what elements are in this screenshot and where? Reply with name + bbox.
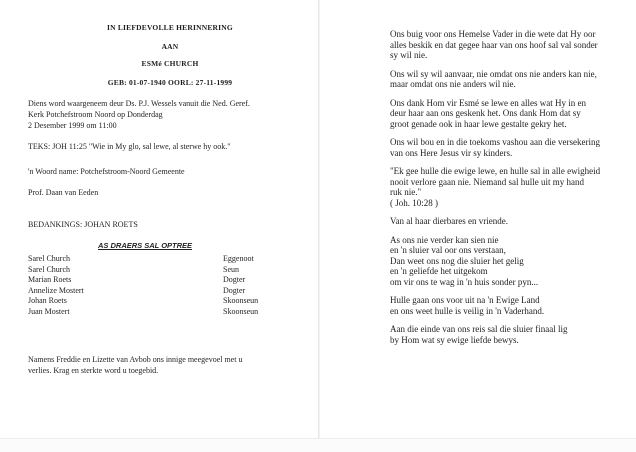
text-line: Van al haar dierbares en vriende. — [390, 216, 508, 226]
paper-bottom-edge — [0, 438, 636, 452]
text-line: ( Joh. 10:28 ) — [390, 197, 438, 208]
text-line: Hulle gaan ons voor uit na 'n Ewige Land — [390, 295, 540, 305]
text-line: om vir ons te wag in 'n huis sonder pyn... — [390, 276, 539, 287]
paragraph-submission — [390, 29, 626, 61]
text-line: deur haar aan ons geskenk het. Ons dank Hom dat sy — [390, 108, 581, 118]
sermon-congregation: 'n Woord name: Potchefstroom-Noord Gemeente — [28, 167, 185, 176]
pallbearer-name: Sarel Church — [28, 264, 70, 274]
pallbearer-name: Marian Roets — [28, 275, 72, 284]
text-line: Ons wil sy wil aanvaar, nie omdat ons nie anders kan nie, — [390, 68, 597, 79]
pallbearer-relation: Dogter — [223, 275, 246, 284]
text-line: Aan die einde van ons reis sal die sluier finaal lig — [390, 324, 568, 334]
text-line: Ons buig voor ons Hemelse Vader in die wete dat Hy oor — [390, 29, 596, 39]
condolence-message — [28, 354, 308, 376]
text-line: groot genade ook in haar lewe gestalte gekry het. — [390, 118, 567, 129]
poem-veil — [390, 235, 626, 288]
text-line: "Ek gee hulle die ewige lewe, en hulle sal in alle ewigheid — [390, 166, 601, 176]
thanks-line: BEDANKINGS: JOHAN ROETS — [28, 220, 138, 229]
text-line: Ons dank Hom vir Esmé se lewe en alles wat Hy in en — [390, 97, 586, 108]
poem-journey-end — [390, 324, 626, 345]
pallbearer-name: Sarel Church — [28, 254, 70, 263]
paragraph-from-family — [390, 216, 626, 227]
pallbearers-title: AS DRAERS SAL OPTREE — [98, 241, 193, 250]
pallbearer-names — [28, 253, 223, 316]
pallbearer-relations — [223, 253, 303, 316]
pallbearer-relation: Skoonseun — [223, 306, 259, 316]
condolence-line: verlies. Krag en sterkte word u toegebid. — [28, 366, 159, 375]
text-line: nooit verlore gaan nie. Niemand sal hulle uit my hand — [390, 176, 584, 187]
paragraph-acceptance — [390, 69, 626, 90]
text-line: en 'n sluier val oor ons verstaan, — [390, 245, 506, 255]
text-line: Ons wil bou en in die toekoms vashou aan die versekering — [390, 137, 600, 147]
service-line: Diens word waargeneem deur Ds. P.J. Wessels vanuit die Ned. Geref. — [28, 99, 250, 108]
life-dates: GEB: 01-07-1940 OORL: 27-11-1999 — [107, 78, 233, 87]
condolence-line: Namens Freddie en Lizette van Avbob ons innige meegevoel met u — [28, 355, 243, 364]
pallbearers-list — [28, 253, 308, 316]
pallbearer-name: Johan Roets — [28, 296, 67, 305]
pallbearer-relation: Seun — [223, 264, 239, 274]
pallbearer-name: Juan Mostert — [28, 306, 70, 316]
deceased-name: ESMé CHURCH — [141, 59, 199, 68]
service-line: 2 Desember 1999 om 11:00 — [28, 121, 117, 130]
text-line: by Hom wat sy ewige liefde bewys. — [390, 334, 519, 345]
paragraph-scripture-quote — [390, 166, 626, 208]
text-line: Dan weet ons nog die sluier het gelig — [390, 255, 524, 266]
text-line: maar omdat ons nie anders wil nie. — [390, 79, 516, 89]
center-fold-shadow — [319, 0, 320, 451]
professor-name: Prof. Daan van Eeden — [28, 188, 99, 197]
service-details — [28, 98, 308, 131]
paragraph-thanks — [390, 98, 626, 130]
text-line: As ons nie verder kan sien nie — [390, 234, 499, 245]
aan-label: AAN — [161, 42, 179, 51]
scripture-text: TEKS: JOH 11:25 "Wie in My glo, sal lewe, al sterwe hy ook." — [28, 142, 231, 151]
text-line: van ons Here Jesus vir sy kinders. — [390, 147, 513, 158]
text-line: alles beskik en dat gegee haar van ons hoof sal val sonder — [390, 39, 598, 50]
text-line: en ons weet hulle is veilig in 'n Vaderhand. — [390, 305, 545, 316]
pallbearer-relation: Eggenoot — [223, 254, 254, 263]
poem-eternal-land — [390, 295, 626, 316]
text-line: sy wil nie. — [390, 50, 428, 60]
right-page — [390, 29, 626, 353]
text-line: en 'n geliefde het uitgekom — [390, 266, 488, 276]
pallbearer-name: Annelize Mostert — [28, 285, 84, 295]
text-line: ruk nie." — [390, 187, 422, 197]
left-page — [28, 22, 308, 376]
pallbearer-relation: Dogter — [223, 285, 246, 295]
pallbearer-relation: Skoonseun — [223, 296, 259, 305]
memorial-title: IN LIEFDEVOLLE HERINNERING — [107, 23, 233, 32]
paragraph-assurance — [390, 137, 626, 158]
service-line: Kerk Potchefstroom Noord op Donderdag — [28, 110, 163, 119]
